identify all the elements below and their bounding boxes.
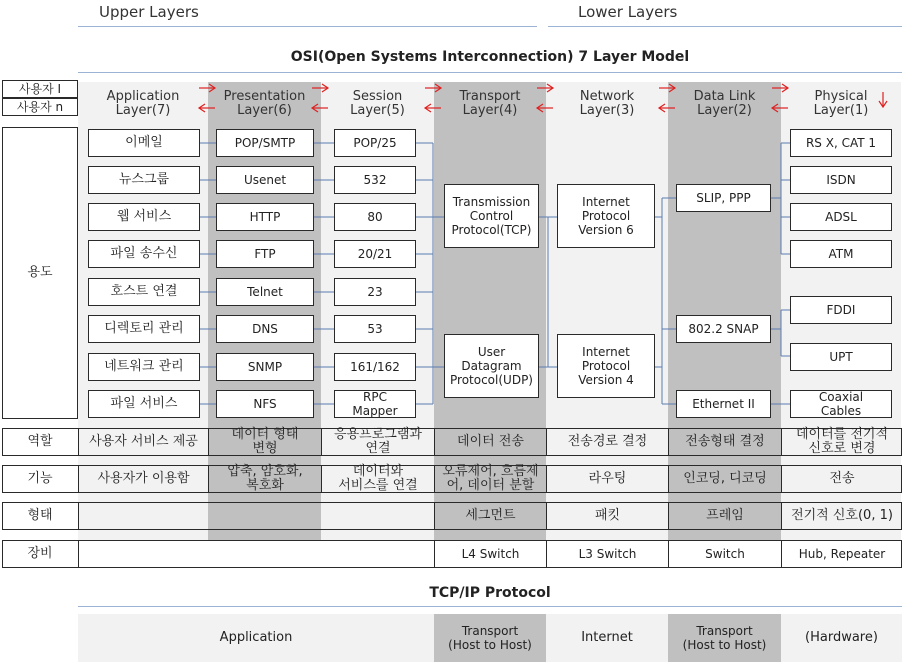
app-web-service: 웹 서비스 [88, 203, 200, 231]
pres-pop-smtp: POP/SMTP [216, 129, 314, 157]
tcpip-transport: Transport (Host to Host) [434, 614, 546, 662]
physical-upt: UPT [790, 343, 892, 371]
transport-udp: User Datagram Protocol(UDP) [444, 334, 539, 398]
tcpip-internet: Internet [546, 614, 668, 662]
physical-fddi: FDDI [790, 296, 892, 324]
tcpip-application: Application [78, 614, 434, 662]
tcpip-hardware: (Hardware) [781, 614, 902, 662]
layer-network: Network Layer(3) [579, 89, 635, 118]
pres-ftp: FTP [216, 240, 314, 268]
layer-application: Application Layer(7) [106, 89, 180, 118]
session-23: 23 [334, 278, 416, 306]
layer-session: Session Layer(5) [350, 89, 405, 118]
session-rpc-mapper: RPC Mapper [334, 390, 416, 418]
physical-rs-x-cat1: RS X, CAT 1 [790, 129, 892, 157]
function-cell-network: 라우팅 [546, 465, 668, 493]
equipment-label: 장비 [27, 546, 53, 561]
role-cell-presentation: 데이터 형태 변형 [208, 428, 321, 456]
role-cell-transport: 데이터 전송 [434, 428, 546, 456]
datalink-802-2-snap: 802.2 SNAP [676, 315, 771, 343]
tcpip-datalink-transport: Transport (Host to Host) [668, 614, 781, 662]
layer-transport: Transport Layer(4) [459, 89, 521, 118]
function-label: 기능 [27, 471, 53, 486]
pres-nfs: NFS [216, 390, 314, 418]
datalink-ethernet-ii: Ethernet II [676, 390, 771, 418]
layer-physical: Physical Layer(1) [813, 89, 869, 118]
transport-tcp: Transmission Control Protocol(TCP) [444, 184, 539, 248]
osi-title: OSI(Open Systems Interconnection) 7 Layer Model [290, 49, 690, 65]
function-cell-application: 사용자가 이용함 [78, 465, 208, 493]
role-cell-network: 전송경로 결정 [546, 428, 668, 456]
function-cell-presentation: 압축, 암호화, 복호화 [208, 465, 321, 493]
app-directory-management: 디렉토리 관리 [88, 315, 200, 343]
form-cell-transport: 세그먼트 [434, 502, 546, 530]
role-cell-datalink: 전송형태 결정 [668, 428, 781, 456]
function-cell-session: 데이터와 서비스를 연결 [321, 465, 434, 493]
form-label: 형태 [27, 508, 53, 523]
app-host-connection: 호스트 연결 [88, 278, 200, 306]
form-cell-datalink: 프레임 [668, 502, 781, 530]
network-ipv6: Internet Protocol Version 6 [557, 184, 655, 248]
direction-arrows [199, 84, 887, 112]
role-label: 역할 [27, 434, 53, 449]
equipment-cell-physical: Hub, Repeater [781, 540, 902, 568]
app-file-transfer: 파일 송수신 [88, 240, 200, 268]
pres-telnet: Telnet [216, 278, 314, 306]
session-20-21: 20/21 [334, 240, 416, 268]
app-email: 이메일 [88, 129, 200, 157]
session-53: 53 [334, 315, 416, 343]
physical-isdn: ISDN [790, 166, 892, 194]
pres-http: HTTP [216, 203, 314, 231]
app-file-service: 파일 서비스 [88, 390, 200, 418]
tcpip-title: TCP/IP Protocol [429, 585, 551, 601]
datalink-slip-ppp: SLIP, PPP [676, 184, 771, 212]
session-80: 80 [334, 203, 416, 231]
form-cell-network: 패킷 [546, 502, 668, 530]
user-n-label: 사용자 n [2, 98, 78, 116]
physical-atm: ATM [790, 240, 892, 268]
pres-dns: DNS [216, 315, 314, 343]
lower-layers-label: Lower Layers [578, 3, 678, 21]
session-pop-25: POP/25 [334, 129, 416, 157]
form-cell-physical: 전기적 신호(0, 1) [781, 502, 902, 530]
usage-label: 용도 [2, 127, 78, 419]
form-cell-application [78, 502, 434, 530]
function-cell-physical: 전송 [781, 465, 902, 493]
upper-layers-label: Upper Layers [99, 3, 199, 21]
session-161-162: 161/162 [334, 353, 416, 381]
equipment-cell-application [78, 540, 434, 568]
physical-coaxial-cables: Coaxial Cables [790, 390, 892, 418]
app-network-management: 네트워크 관리 [88, 353, 200, 381]
layer-presentation: Presentation Layer(6) [223, 89, 306, 118]
physical-adsl: ADSL [790, 203, 892, 231]
equipment-cell-network: L3 Switch [546, 540, 668, 568]
role-cell-physical: 데이터를 전기적 신호로 변경 [781, 428, 902, 456]
function-cell-transport: 오류제어, 흐름제 어, 데이터 분할 [434, 465, 546, 493]
network-ipv4: Internet Protocol Version 4 [557, 334, 655, 398]
session-532: 532 [334, 166, 416, 194]
app-newsgroup: 뉴스그룹 [88, 166, 200, 194]
equipment-cell-transport: L4 Switch [434, 540, 546, 568]
pres-snmp: SNMP [216, 353, 314, 381]
role-cell-application: 사용자 서비스 제공 [78, 428, 208, 456]
equipment-cell-datalink: Switch [668, 540, 781, 568]
function-cell-datalink: 인코딩, 디코딩 [668, 465, 781, 493]
layer-datalink: Data Link Layer(2) [693, 89, 756, 118]
user-1-label: 사용자 I [2, 80, 78, 98]
tcpip-line [78, 606, 902, 607]
role-cell-session: 응용프로그램과 연결 [321, 428, 434, 456]
pres-usenet: Usenet [216, 166, 314, 194]
